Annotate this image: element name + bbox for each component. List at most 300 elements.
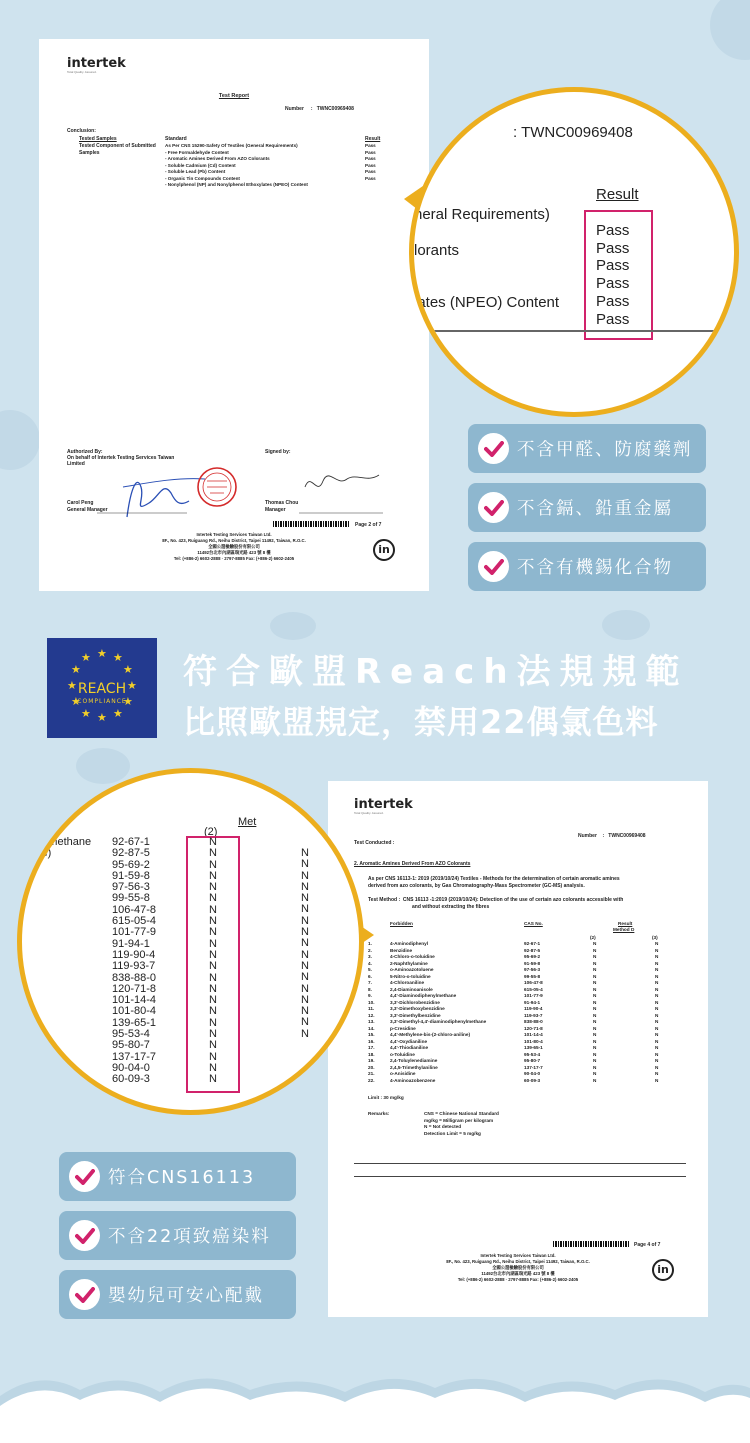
result-value: Pass xyxy=(365,143,376,148)
result-n: N xyxy=(655,1025,659,1031)
zoom-result-n: N xyxy=(209,1016,217,1029)
check-icon xyxy=(478,492,509,523)
zoom-result-n: N xyxy=(209,994,217,1007)
result-value: Pass xyxy=(365,169,376,174)
cas-number: 91-94-1 xyxy=(524,999,541,1005)
col-result: Result xyxy=(618,921,633,926)
zoom-result-n: N xyxy=(301,959,309,972)
cas-number: 95-80-7 xyxy=(524,1058,541,1063)
zoom-result-n: N xyxy=(209,960,217,973)
zoom-result-n: N xyxy=(301,903,309,916)
result-n: N xyxy=(593,1051,597,1057)
cas-number: 101-77-9 xyxy=(524,993,543,998)
result-n: N xyxy=(593,1012,597,1018)
reach-compliance-badge: ★ ★ ★ ★ ★ ★ ★ ★ ★ ★ ★ ★ REACH COMPLIANCE xyxy=(47,638,157,738)
zoom-number: : TWNC00969408 xyxy=(513,124,633,141)
col-2: (2) xyxy=(590,935,596,940)
signer-title: General Manager xyxy=(67,506,108,513)
zoom-result-n: N xyxy=(209,948,217,961)
result-n: N xyxy=(593,1032,597,1037)
logo-tagline: Total Quality. Assured. xyxy=(67,70,97,74)
amine-name: 3,3'-Dimethyl-4,4'-diaminodiphenylmethane xyxy=(390,1019,487,1024)
amine-name: 4,4'-Diaminodiphenylmethane xyxy=(390,993,457,998)
zoom-cas: 838-88-0 xyxy=(112,971,157,984)
zoom-result-n: N xyxy=(301,847,309,859)
zoom-result-n: N xyxy=(301,993,309,1006)
barcode xyxy=(273,521,349,527)
feature-baby-safe xyxy=(59,1270,296,1319)
cas-number: 119-93-7 xyxy=(524,1012,543,1018)
amine-name: o-Anisidine xyxy=(390,1071,416,1076)
zoom-result-n: N xyxy=(301,892,309,905)
bg-blob xyxy=(0,410,40,470)
zoom-cas-list xyxy=(112,837,156,1086)
zoom-cas: 106-47-8 xyxy=(112,903,157,916)
amine-name: 2,4-Toluylenediamine xyxy=(390,1058,438,1063)
test-method: Test Method : CNS 16113 -1:2019 (2019/10/24): Detection of the use of certain azo colorants accessible with and without extracting the fibres xyxy=(368,897,624,910)
zoom-result-pass: Pass xyxy=(596,257,630,275)
zoom-result-n: N xyxy=(301,880,309,893)
result-n: N xyxy=(593,973,597,979)
result-n: N xyxy=(593,954,597,959)
amine-name: 2,4,5-Trimethylaniline xyxy=(390,1064,438,1070)
footer-address: 8F., No. 423, Ruiguang Rd., Neihu District, Taipei 11492, Taiwan, R.O.C. xyxy=(446,1259,590,1264)
zoom-cas: 90-04-0 xyxy=(112,1061,150,1074)
conclusion-label: Conclusion: xyxy=(67,128,96,134)
zoom-name: niline) xyxy=(22,847,52,860)
result-n: N xyxy=(593,1071,597,1076)
cas-number: 101-80-4 xyxy=(524,1038,543,1044)
zoom-result-n: N xyxy=(301,1027,309,1040)
zoom-col-label: (2) xyxy=(204,826,218,838)
report-number: Number : TWNC00969408 xyxy=(578,833,646,839)
cas-number: 90-04-0 xyxy=(524,1071,541,1076)
headline-azo-ban: 比照歐盟規定，禁用22偶氯色料 xyxy=(183,703,659,741)
signed-by-label: Signed by: xyxy=(265,449,291,455)
standard-line: - Organic Tin Compounds Content xyxy=(165,175,240,181)
row-number: 10. xyxy=(368,999,375,1005)
cas-number: 119-90-4 xyxy=(524,1006,543,1011)
amine-name: 3,3'-Dichlorobenzidine xyxy=(390,999,440,1005)
zoom-cas: 95-69-2 xyxy=(112,858,150,871)
zoom-row-text: neral Requirements) xyxy=(414,206,550,223)
cas-number: 60-09-3 xyxy=(524,1077,541,1083)
cas-number: 101-14-4 xyxy=(524,1032,543,1037)
result-n: N xyxy=(593,986,597,992)
result-n: N xyxy=(593,1045,597,1050)
zoom-cas: 101-14-4 xyxy=(112,994,157,1007)
result-n: N xyxy=(593,1025,597,1031)
col-3: (3) xyxy=(652,935,658,940)
check-icon xyxy=(69,1279,100,1310)
result-n: N xyxy=(593,941,597,946)
cas-number: 95-53-4 xyxy=(524,1051,541,1057)
amine-name: 3,3'-Dimethylbenzidine xyxy=(390,1012,441,1018)
signer-title: Manager xyxy=(265,506,286,513)
intertek-in-icon: in xyxy=(373,539,395,561)
footer-tel: Tel: (+886-2) 6602-2888 · 2797-8885 Fax: (+886-2) 6602-2405 xyxy=(173,556,295,561)
description-line: derived from azo colorants, by Gas Chromatography-Mass Spectrometer (GC-MS) analysis. xyxy=(368,882,585,889)
zoom-result-n: N xyxy=(209,982,217,995)
row-number: 17. xyxy=(368,1045,375,1050)
zoom-result-n: N xyxy=(301,971,309,984)
results-col-2 xyxy=(593,941,596,1084)
result-n: N xyxy=(655,941,659,946)
amine-name: 2-Naphthylamine xyxy=(390,960,428,966)
zoom-result-n: N xyxy=(209,858,217,871)
limit-text: Limit : 30 mg/kg xyxy=(368,1095,404,1100)
remarks-list xyxy=(424,1111,499,1137)
test-report-page-4 xyxy=(328,781,708,1317)
zoom-cas: 97-56-3 xyxy=(112,881,150,894)
cas-number: 91-59-8 xyxy=(524,960,541,966)
row-number: 2. xyxy=(368,947,372,953)
check-icon xyxy=(69,1161,100,1192)
authorized-by-label: Authorized By: xyxy=(67,449,103,455)
zoom-cas: 119-90-4 xyxy=(112,948,156,961)
feature-label: 不含22項致癌染料 xyxy=(108,1227,271,1247)
feature-cns16113 xyxy=(59,1152,296,1201)
result-n: N xyxy=(655,1064,659,1070)
on-behalf-text: On behalf of Intertek Testing Services Taiwan Limited xyxy=(67,455,175,467)
report-title: Test Report xyxy=(218,93,250,99)
feature-no-carcinogenic-dyes xyxy=(59,1211,296,1260)
result-n: N xyxy=(655,1071,659,1076)
row-number: 15. xyxy=(368,1032,375,1037)
headline-reach: 符合歐盟Reach法規規範 xyxy=(183,652,689,692)
zoom-cas: 91-59-8 xyxy=(112,869,150,882)
result-n: N xyxy=(655,993,659,998)
method-line: and without extracting the fibres xyxy=(412,903,490,910)
remarks-label: Remarks: xyxy=(368,1111,390,1116)
feature-no-organotin xyxy=(468,542,706,591)
result-value: Pass xyxy=(365,156,376,161)
zoom-cas: 99-55-8 xyxy=(112,892,150,905)
zoom-result-n: N xyxy=(209,971,217,984)
page-number: Page 4 of 7 xyxy=(634,1242,661,1248)
zoom-cas-circle xyxy=(17,768,364,1115)
result-value: Pass xyxy=(365,162,376,168)
remark-line: mg/kg = Milligram per kilogram xyxy=(424,1117,494,1123)
remark-line: Detection Limit = 5 mg/kg xyxy=(424,1130,481,1136)
zoom-cas: 101-77-9 xyxy=(112,926,157,939)
result-n: N xyxy=(655,1077,659,1083)
page-number: Page 2 of 7 xyxy=(355,522,382,528)
intertek-logo: intertek xyxy=(67,56,126,71)
feature-label: 符合CNS16113 xyxy=(108,1168,256,1188)
test-report-page-2 xyxy=(39,39,429,591)
zoom-cas: 137-17-7 xyxy=(112,1050,157,1063)
results-col-3 xyxy=(655,941,658,1084)
row-number: 18. xyxy=(368,1051,375,1057)
col-standard: Standard xyxy=(165,136,187,142)
row-number: 22. xyxy=(368,1077,375,1083)
report-footer xyxy=(328,1253,708,1283)
col-forbidden: Forbidden xyxy=(390,921,413,926)
zoom-result-n: N xyxy=(209,1050,217,1063)
row-number: 14. xyxy=(368,1025,375,1031)
amine-name: Benzidine xyxy=(390,947,413,953)
standard-line: - Aromatic Amines Derived From AZO Colorants xyxy=(165,156,270,161)
signer-thomas-chou xyxy=(265,500,298,513)
footer-company-chinese: 全國公證檢驗股份有限公司 xyxy=(208,544,260,549)
result-n: N xyxy=(593,993,597,998)
zoom-cas: 139-65-1 xyxy=(112,1016,157,1029)
zoom-name: henylmethane xyxy=(22,836,92,848)
standard-line: - Nonylphenol (NP) and Nonylphenol Ethoxylates (NPEO) Content xyxy=(165,182,308,187)
result-n: N xyxy=(655,960,659,966)
row-number: 9. xyxy=(368,993,372,998)
signature-stamp-graphic xyxy=(67,457,387,519)
footer-company: Intertek Testing Services Taiwan Ltd. xyxy=(480,1253,556,1258)
result-n: N xyxy=(655,1019,659,1024)
zoom-result-n: N xyxy=(209,937,217,950)
standard-line: - Soluble Cadmium (Cd) Content xyxy=(165,162,236,168)
zoom-result-n: N xyxy=(209,903,217,916)
feature-no-formaldehyde xyxy=(468,424,706,473)
zoom-cas: 101-80-4 xyxy=(112,1005,157,1018)
row-number: 7. xyxy=(368,980,372,985)
description-line: As per CNS 16113-1: 2019 (2019/10/24) Textiles - Methods for the determination of certain aromatic amines xyxy=(368,876,620,882)
zoom-result-pass: Pass xyxy=(596,222,630,239)
row-number: 4. xyxy=(368,960,372,966)
bg-blob xyxy=(76,748,130,784)
zoom-result-n: N xyxy=(301,1005,309,1018)
zoom-partial-names xyxy=(22,837,91,860)
cas-number: 106-47-8 xyxy=(524,980,543,985)
row-number: 3. xyxy=(368,954,372,959)
check-icon xyxy=(478,433,509,464)
cas-number: 615-05-4 xyxy=(524,986,543,992)
result-n: N xyxy=(655,973,659,979)
zoom-result-pass: Pass xyxy=(596,310,630,328)
amine-name: 4,4'-Thiodianiline xyxy=(390,1045,429,1050)
row-number: 1. xyxy=(368,941,372,946)
reach-compliance-word: COMPLIANCE xyxy=(77,698,127,705)
zoom-row-text: lorants xyxy=(414,241,460,259)
result-n: N xyxy=(593,967,597,972)
amine-name: o-Toluidine xyxy=(390,1051,415,1057)
zoom-result-n: N xyxy=(301,914,309,927)
result-n: N xyxy=(655,980,659,985)
zoom-result-n: N xyxy=(301,1016,309,1029)
zoom-row-text: lates (NPEO) Content xyxy=(414,294,560,312)
zoom-results xyxy=(596,222,629,328)
result-n: N xyxy=(655,1006,659,1011)
zoom-result-n: N xyxy=(209,847,217,860)
footer-address: 8F., No. 423, Ruiguang Rd., Neihu District, Taipei 11492, Taiwan, R.O.C. xyxy=(162,538,306,543)
result-n: N xyxy=(655,1058,659,1063)
zoom-result-pass: Pass xyxy=(596,292,630,310)
zoom-result-n: N xyxy=(301,982,309,995)
zoom-result-n: N xyxy=(209,915,217,928)
signer-name: Thomas Chou xyxy=(265,500,299,506)
zoom-cas: 92-67-1 xyxy=(112,836,150,848)
result-n: N xyxy=(593,1064,597,1070)
signer-carol-peng xyxy=(67,500,108,513)
cas-number: 137-17-7 xyxy=(524,1064,543,1070)
zoom-result-circle xyxy=(409,87,739,417)
zoom-result-n: N xyxy=(209,881,217,894)
zoom-result-n: N xyxy=(209,1061,217,1074)
zoom-result-n: N xyxy=(301,937,309,950)
zoom-result-n: N xyxy=(301,858,309,871)
cas-number: 120-71-8 xyxy=(524,1025,543,1031)
amine-name: o-Aminoazotoluene xyxy=(390,967,434,972)
row-number: 20. xyxy=(368,1064,375,1070)
result-n: N xyxy=(655,1038,659,1044)
amine-name: 4,4'-Oxydianiline xyxy=(390,1038,428,1044)
amine-name: 4-Chloroaniline xyxy=(390,980,425,985)
reach-word: REACH xyxy=(77,681,127,697)
amine-name: 4-Aminodiphenyl xyxy=(390,941,429,946)
zoom-result-n: N xyxy=(301,869,309,882)
row-number: 16. xyxy=(368,1038,375,1044)
result-n: N xyxy=(655,954,659,959)
row-number: 8. xyxy=(368,986,372,992)
check-icon xyxy=(69,1220,100,1251)
result-value: Pass xyxy=(365,175,376,181)
result-n: N xyxy=(655,947,659,953)
end-rule xyxy=(354,1176,686,1177)
footer-address-chinese: 11492台北市內湖區瑞光路 423 號 8 樓 xyxy=(481,1271,555,1276)
zoom-result-n: N xyxy=(209,869,217,882)
bottom-wave-border xyxy=(0,1362,750,1443)
feature-label: 不含鎘、鉛重金屬 xyxy=(517,499,673,519)
col-result: Result xyxy=(365,136,381,142)
footer-tel: Tel: (+886-2) 6602-2888 · 2797-8885 Fax: (+886-2) 6602-2405 xyxy=(457,1277,579,1282)
tested-sample: Tested Component of Submitted Samples xyxy=(79,143,156,156)
zoom-cas: 615-05-4 xyxy=(112,915,157,928)
row-number: 21. xyxy=(368,1071,375,1076)
cas-number: 92-87-5 xyxy=(524,947,541,953)
zoom-result-pass: Pass xyxy=(596,275,630,293)
zoom-result-header: Result xyxy=(596,186,639,203)
row-number: 11. xyxy=(368,1006,375,1011)
check-icon xyxy=(478,551,509,582)
amine-name: 5-Nitro-o-toluidine xyxy=(390,973,431,979)
result-n: N xyxy=(655,967,659,972)
signer-name: Carol Peng xyxy=(67,500,94,506)
remark-line: CNS = Chinese National Standard xyxy=(424,1111,499,1116)
footer-company: Intertek Testing Services Taiwan Ltd. xyxy=(196,532,272,537)
cas-number: 99-55-8 xyxy=(524,973,541,979)
zoom-cas: 120-71-8 xyxy=(112,982,157,995)
result-value: Pass xyxy=(365,149,376,155)
result-list xyxy=(365,143,395,182)
standard-line: - Free Formaldehyde Content xyxy=(165,149,229,155)
zoom-cas: 60-09-3 xyxy=(112,1073,150,1086)
zoom-cas: 95-53-4 xyxy=(112,1028,150,1041)
zoom-cas: 119-93-7 xyxy=(112,960,156,973)
amine-name: 3,3'-Dimethoxybenzidine xyxy=(390,1006,445,1011)
zoom-result-n: N xyxy=(209,1005,217,1018)
zoom-result-pass: Pass xyxy=(596,239,630,257)
zoom-cas: 95-80-7 xyxy=(112,1039,150,1052)
cas-number: 838-88-0 xyxy=(524,1019,543,1024)
section-description xyxy=(368,876,620,889)
section-title: 2. Aromatic Amines Derived From AZO Colorants xyxy=(354,861,471,867)
result-n: N xyxy=(655,999,659,1005)
col-tested-samples: Tested Samples xyxy=(79,136,117,142)
zoom-row-texts xyxy=(414,206,559,312)
amine-name: 4-Aminoazobenzene xyxy=(390,1077,436,1083)
cas-number: 92-67-1 xyxy=(524,941,541,946)
zoom-result-n: N xyxy=(209,892,217,905)
result-n: N xyxy=(593,960,597,966)
zoom-result-n: N xyxy=(209,1073,217,1086)
row-names xyxy=(390,941,486,1084)
remark-line: N = Not detected xyxy=(424,1124,462,1129)
feature-label: 嬰幼兒可安心配戴 xyxy=(108,1286,264,1306)
result-n: N xyxy=(593,1058,597,1063)
footer-company-chinese: 全國公證檢驗股份有限公司 xyxy=(492,1265,544,1270)
footer-address-chinese: 11492台北市內湖區瑞光路 423 號 8 樓 xyxy=(197,550,271,555)
zoom-result-n: N xyxy=(209,926,217,939)
zoom-result-n: N xyxy=(301,926,309,939)
row-cas xyxy=(524,941,543,1084)
zoom-partial-header: Met xyxy=(238,816,257,828)
feature-label: 不含有機錫化合物 xyxy=(517,558,673,578)
row-number: 6. xyxy=(368,973,372,979)
intertek-in-icon: in xyxy=(652,1259,674,1281)
test-conducted-label: Test Conducted : xyxy=(354,840,395,846)
result-n: N xyxy=(593,1019,597,1024)
result-n: N xyxy=(655,986,659,992)
row-number: 5. xyxy=(368,967,372,972)
result-n: N xyxy=(593,1038,597,1044)
result-n: N xyxy=(593,1006,597,1011)
amine-name: 4,4'-Methylene-bis-(2-chloro-aniline) xyxy=(390,1032,471,1037)
row-number: 13. xyxy=(368,1019,375,1024)
logo-tagline: Total Quality. Assured. xyxy=(354,811,384,815)
report-footer xyxy=(39,532,429,562)
result-n: N xyxy=(593,980,597,985)
bg-blob xyxy=(270,612,316,640)
standard-line: As Per CNS 15290-Safety Of Textiles (General Requirements) xyxy=(165,143,298,148)
bg-blob xyxy=(710,0,750,60)
report-number: Number : TWNC00969408 xyxy=(285,106,354,112)
standard-list xyxy=(165,143,385,189)
zoom-result-n: N xyxy=(209,1028,217,1041)
col-method: Method D xyxy=(613,927,635,932)
result-n: N xyxy=(655,1012,659,1018)
result-n: N xyxy=(655,1045,659,1050)
cas-number: 139-65-1 xyxy=(524,1045,543,1050)
result-n: N xyxy=(655,1051,659,1057)
feature-label: 不含甲醛、防腐藥劑 xyxy=(517,440,693,460)
amine-name: 4-Chloro-o-toluidine xyxy=(390,954,435,959)
bg-blob xyxy=(602,610,650,640)
zoom-result-n: N xyxy=(301,948,309,961)
row-number: 12. xyxy=(368,1012,375,1018)
zoom-rule xyxy=(414,330,734,332)
result-n: N xyxy=(593,1077,597,1083)
cas-number: 97-56-3 xyxy=(524,967,541,972)
amine-name: p-Cresidine xyxy=(390,1025,416,1031)
zoom-results-a xyxy=(209,837,217,1086)
zoom-result-n: N xyxy=(209,1039,217,1052)
col-cas: CAS No. xyxy=(524,921,543,926)
end-rule xyxy=(354,1163,686,1164)
result-n: N xyxy=(593,999,597,1005)
intertek-logo: intertek xyxy=(354,797,413,812)
amine-name: 2,4-Diaminoanisole xyxy=(390,986,433,992)
zoom-result-n: N xyxy=(209,836,217,848)
result-n: N xyxy=(655,1032,659,1037)
zoom-results-b xyxy=(301,848,309,1040)
standard-line: - Soluble Lead (Pb) Content xyxy=(165,169,226,174)
